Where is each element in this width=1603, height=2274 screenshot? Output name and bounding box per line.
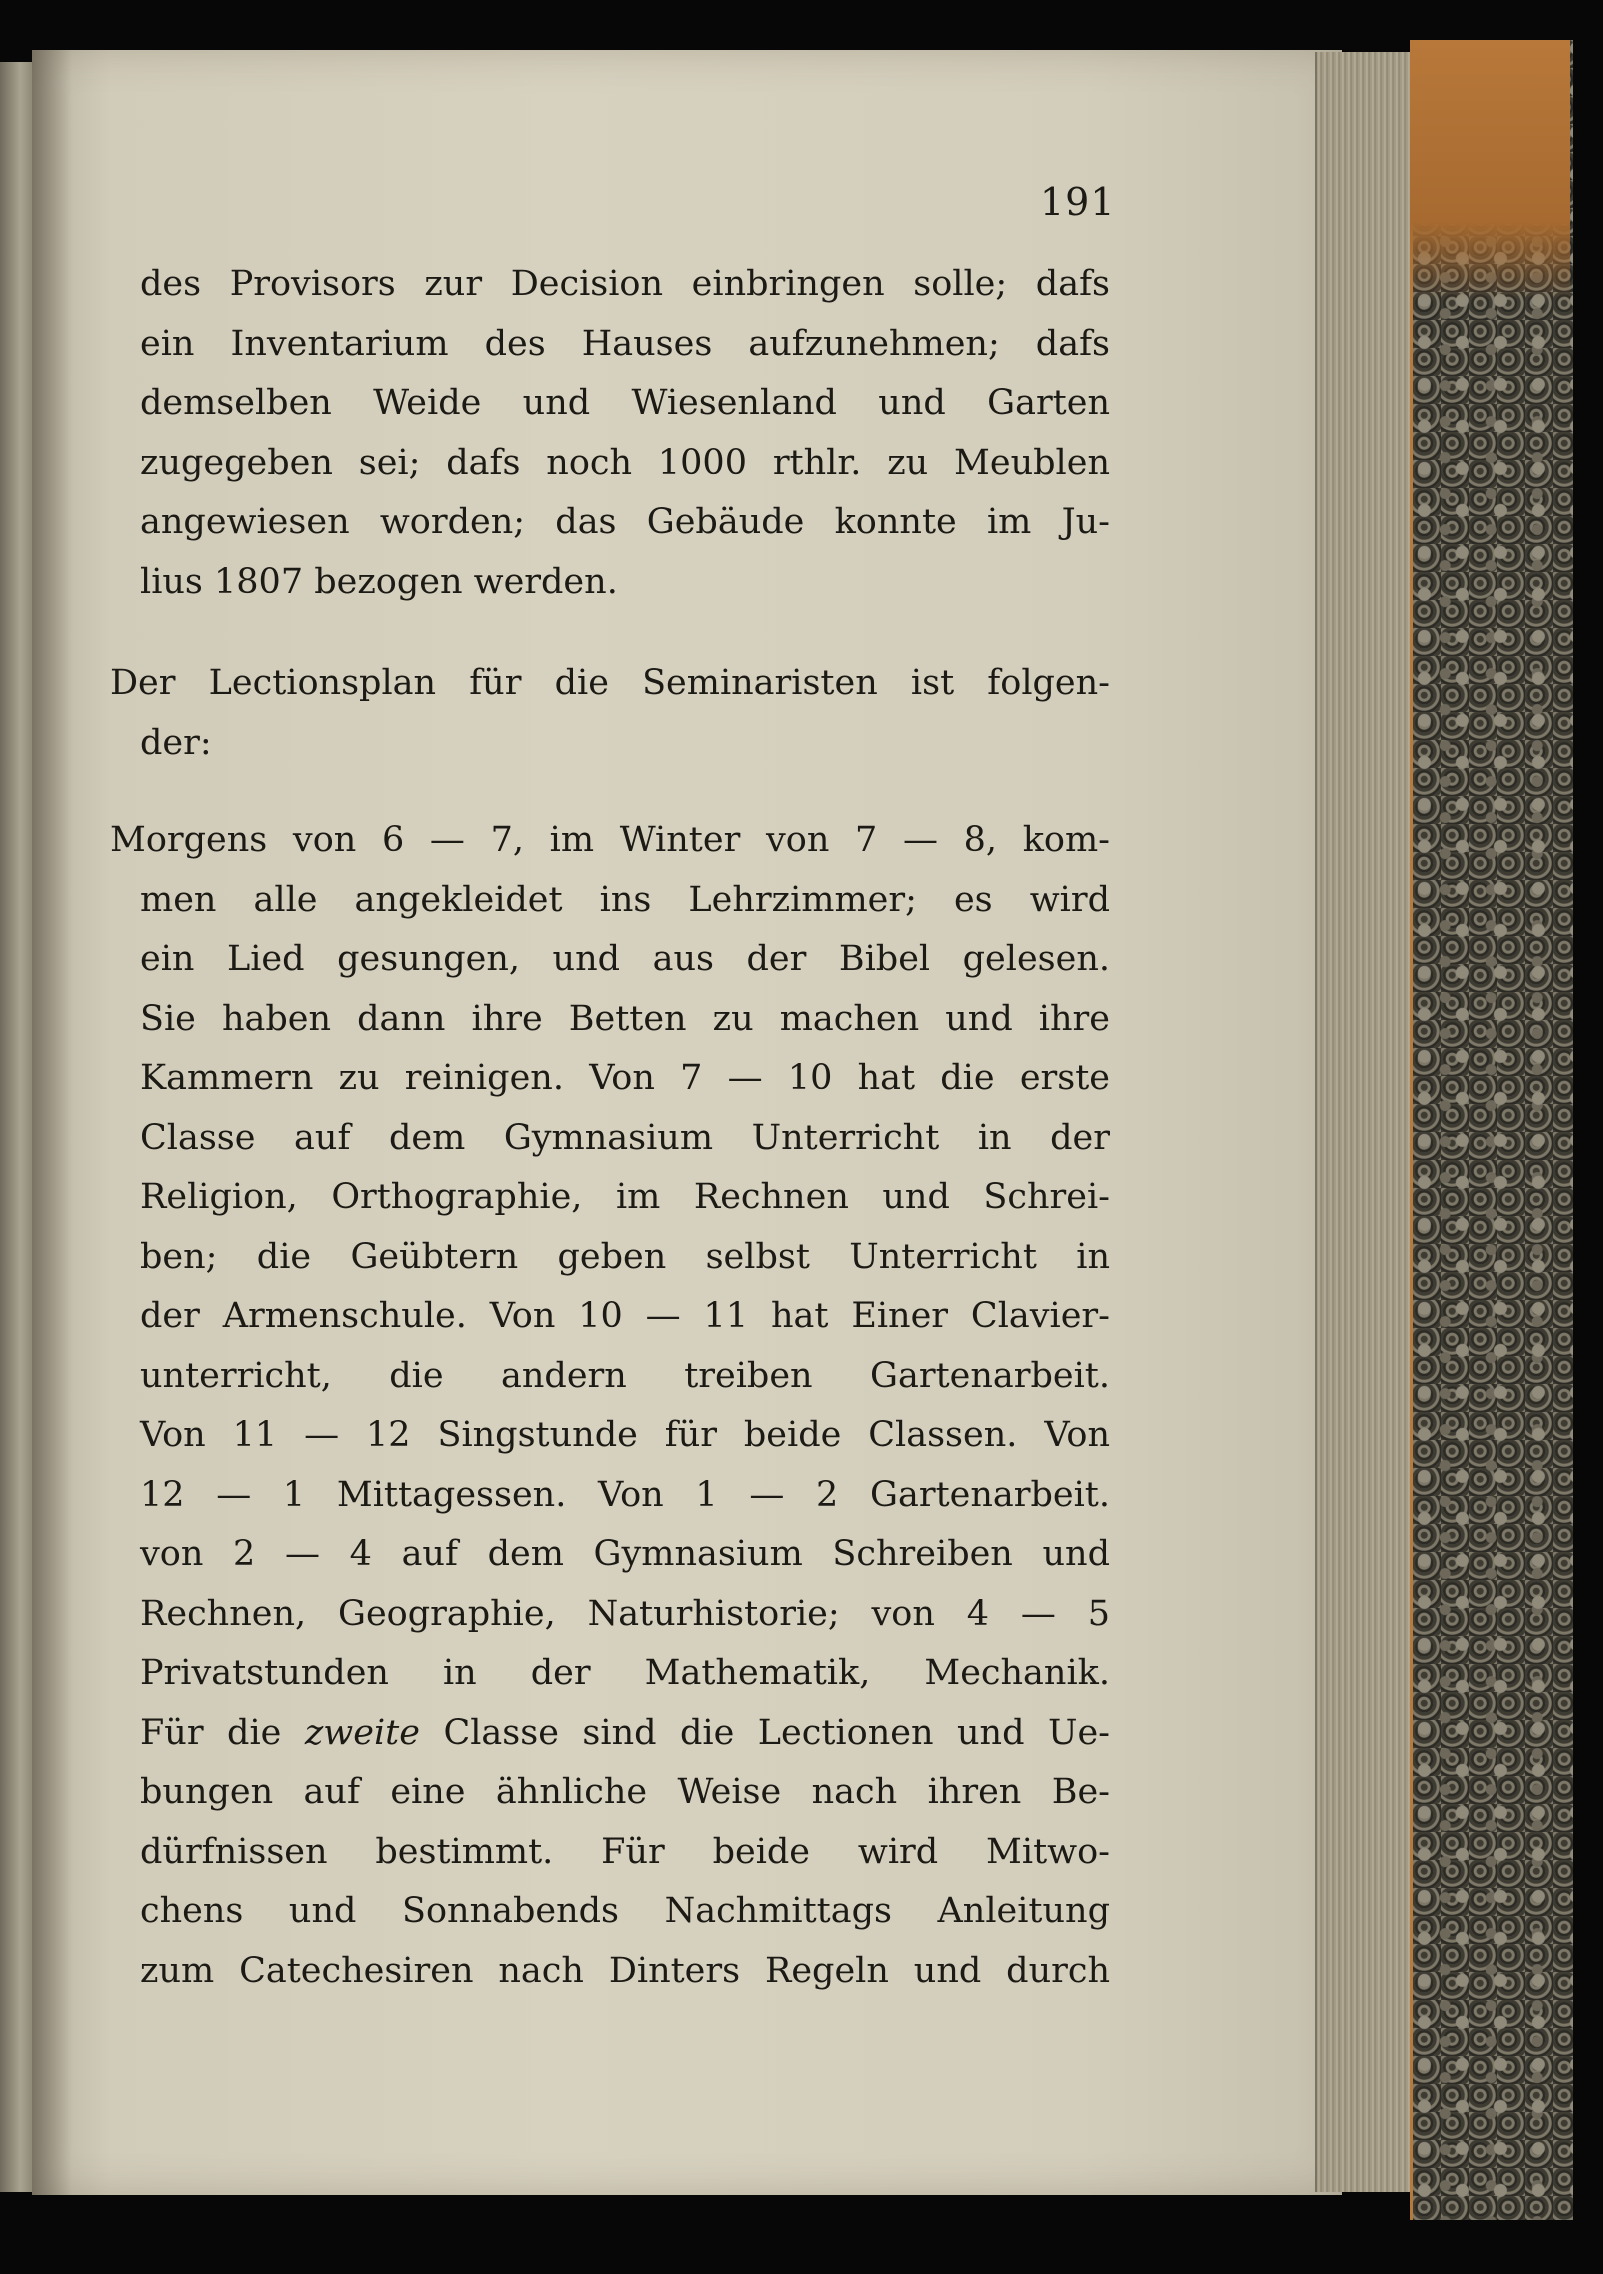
text-line: Privatstunden in der Mathematik, Mechanik. xyxy=(140,1653,1110,1693)
text-line: ein Inventarium des Hauses aufzunehmen; dafs xyxy=(140,323,1110,364)
text-line: ben; die Geübtern geben selbst Unterricht in xyxy=(140,1236,1110,1277)
leather-spine-corner xyxy=(1410,40,1570,300)
text-line: unterricht, die andern treiben Gartenarbeit. xyxy=(140,1355,1110,1396)
italic-word: zweite xyxy=(304,1712,420,1753)
text-line: men alle angekleidet ins Lehrzimmer; es wird xyxy=(140,879,1110,920)
page-stack-edges xyxy=(1315,52,1412,2192)
text-line: der: xyxy=(140,722,212,763)
text-line: Sie haben dann ihre Betten zu machen und ihre xyxy=(140,998,1110,1039)
text-line: ein Lied gesungen, und aus der Bibel gelesen. xyxy=(140,939,1110,979)
text-segment: Für die xyxy=(140,1712,305,1753)
text-line: chens und Sonnabends Nachmittags Anleitung xyxy=(140,1891,1110,1931)
text-line: angewiesen worden; das Gebäude konnte im Ju- xyxy=(140,502,1110,542)
text-line: Kammern zu reinigen. Von 7 — 10 hat die erste xyxy=(140,1058,1110,1098)
text-line: von 2 — 4 auf dem Gymnasium Schreiben und xyxy=(140,1534,1110,1574)
text-segment: Classe sind die Lectionen und Ue- xyxy=(419,1712,1110,1753)
page-number: 191 xyxy=(1040,180,1116,224)
page-gutter-shadow xyxy=(32,50,72,2195)
text-line: bungen auf eine ähnliche Weise nach ihren Be- xyxy=(140,1772,1110,1812)
text-line: des Provisors zur Decision einbringen solle; dafs xyxy=(140,264,1110,304)
text-line: der Armenschule. Von 10 — 11 hat Einer Clavier- xyxy=(140,1296,1110,1336)
text-line: lius 1807 bezogen werden. xyxy=(140,561,618,602)
text-line: zugegeben sei; dafs noch 1000 rthlr. zu Meublen xyxy=(140,442,1110,483)
body-text xyxy=(110,255,1110,2001)
marbled-cover-board xyxy=(1410,40,1573,2220)
text-line: zum Catechesiren nach Dinters Regeln und durch xyxy=(140,1950,1110,1991)
text-line: Rechnen, Geographie, Naturhistorie; von 4 — 5 xyxy=(140,1593,1110,1634)
text-line: Classe auf dem Gymnasium Unterricht in der xyxy=(140,1117,1110,1158)
text-line: Morgens von 6 — 7, im Winter von 7 — 8, kom- xyxy=(110,820,1110,860)
text-line: dürfnissen bestimmt. Für beide wird Mitwo- xyxy=(140,1831,1110,1872)
previous-page-edge xyxy=(0,62,34,2192)
text-line-with-italic xyxy=(110,1704,1110,1764)
text-line: 12 — 1 Mittagessen. Von 1 — 2 Gartenarbeit. xyxy=(140,1474,1110,1515)
text-line: demselben Weide und Wiesenland und Garten xyxy=(140,383,1110,423)
text-line: Der Lectionsplan für die Seminaristen ist folgen- xyxy=(110,663,1110,703)
text-line: Religion, Orthographie, im Rechnen und Schrei- xyxy=(140,1177,1110,1217)
text-line: Von 11 — 12 Singstunde für beide Classen. Von xyxy=(140,1415,1110,1455)
